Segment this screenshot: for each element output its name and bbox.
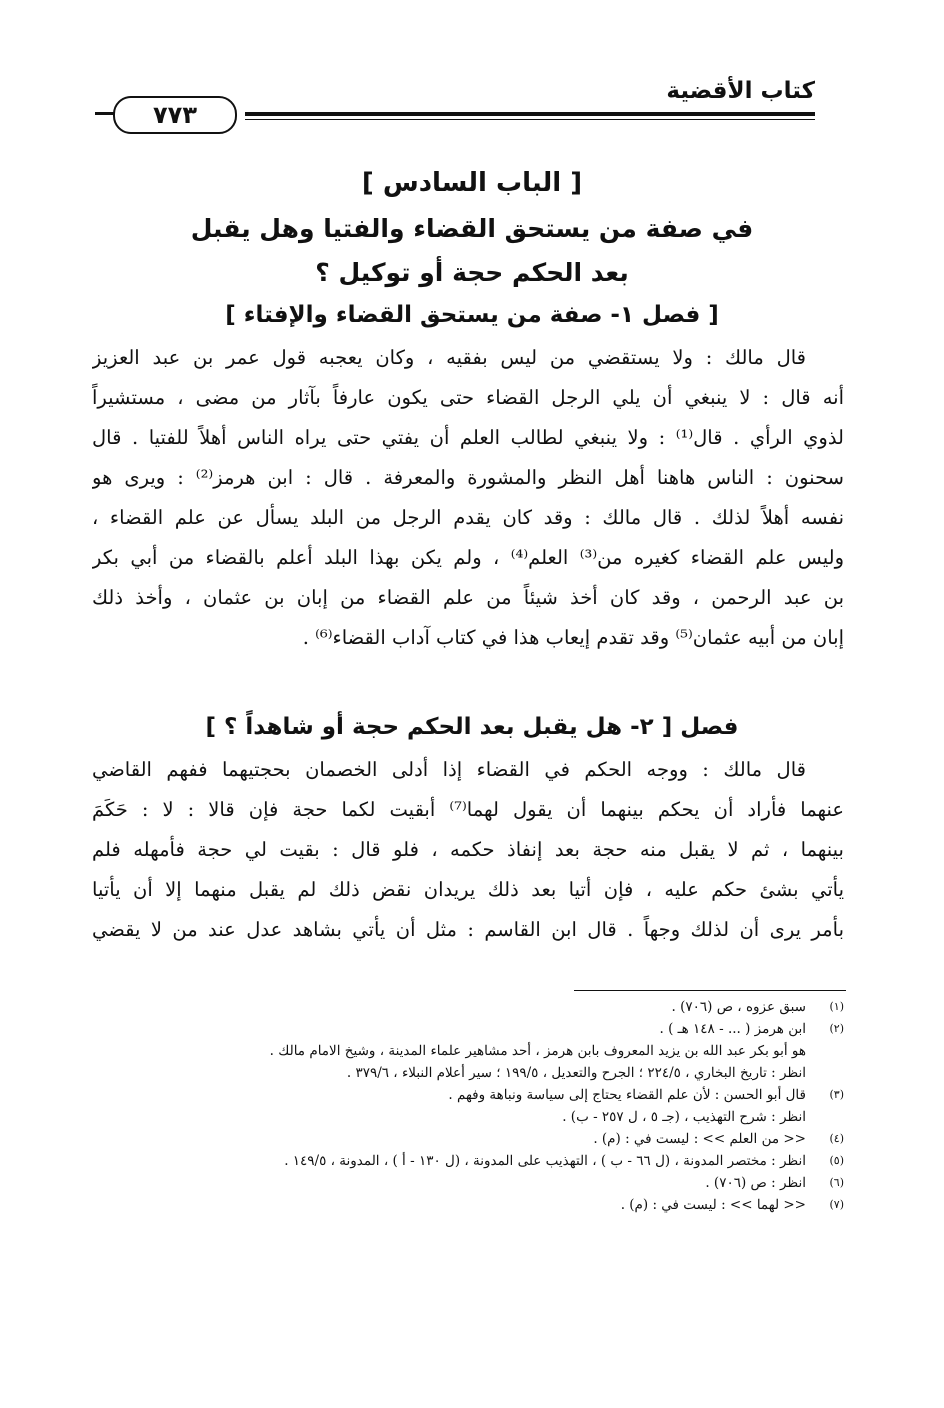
- footnote-3: [120, 1084, 844, 1106]
- footnote-marker: (٥): [829, 1154, 844, 1167]
- page-number: ٧٧٣: [153, 101, 197, 129]
- chapter-title-line-1: في صفة من يستحق القضاء والفتيا وهل يقبل: [190, 214, 754, 243]
- text-line: وليس علم القضاء كغيره من⁽³⁾ العلم⁽⁴⁾ ، ولم يكن بهذا البلد أعلم بالقضاء من أبي بكر: [92, 546, 844, 569]
- header-rule-thin: [245, 119, 815, 120]
- footnote-text: ابن هرمز ( ... - ١٤٨ هـ ) .: [659, 1021, 806, 1037]
- footnote-6: [120, 1172, 844, 1194]
- text-line: أنه قال : لا ينبغي أن يلي الرجل القضاء حتى يكون عارفاً بآثار من مضى ، مستشيراً: [92, 386, 844, 409]
- footnote-text: قال أبو الحسن : لأن علم القضاء يحتاج إلى سياسة ونباهة وفهم .: [448, 1087, 806, 1103]
- footnote-text: انظر : شرح التهذيب ، (جـ ٥ ، ل ٢٥٧ - ب) .: [562, 1109, 806, 1125]
- section-heading-1: [ فصل ١- صفة من يستحق القضاء والإفتاء ]: [225, 302, 719, 328]
- footnote-2: [120, 1018, 844, 1040]
- text-line: بينهما ، ثم لا يقبل منه حجة بعد إنفاذ حكمه ، فلو قال : بقيت لي حجة فأمهله فلم: [92, 838, 844, 861]
- text-line: نفسه أهلاً لذلك . قال مالك : وقد كان يقدم الرجل من البلد يسأل عن علم القضاء ،: [92, 506, 844, 529]
- text-line: عنهما فأراد أن يحكم بينهما أن يقول لهما⁽⁷⁾ أبقيت لكما حجة فإن قالا : لا : حَكَمَ: [92, 798, 844, 821]
- footnote-text: انظر : مختصر المدونة ، (ل ٦٦ - ب ) ، التهذيب على المدونة ، (ل ١٣٠ - أ ) ، المدونة ، ١٤٩/٥ .: [284, 1153, 806, 1169]
- footnote-marker: (٦): [829, 1176, 844, 1189]
- text-line: قال مالك : ووجه الحكم في القضاء إذا أدلى الخصمان بحجتيهما ففهم القاضي: [92, 758, 806, 781]
- footnote-text: انظر : ص (٧٠٦) .: [705, 1175, 806, 1191]
- text-line: بأمر يرى أن لذلك وجهاً . قال ابن القاسم : مثل أن يأتي بشاهد عدل عند من لا يقضي: [92, 918, 844, 941]
- paragraph-2: [92, 750, 844, 950]
- footnote-7: [120, 1194, 844, 1216]
- chapter-title-line-2: بعد الحكم حجة أو توكيل ؟: [315, 258, 629, 287]
- footnote-text: هو أبو بكر عبد الله بن يزيد المعروف بابن هرمز ، أحد مشاهير علماء المدينة ، وشيخ الامام مالك .: [269, 1043, 806, 1059]
- text-line: قال مالك : ولا يستقضي من ليس بفقيه ، وكان يعجبه قول عمر بن عبد العزيز: [92, 346, 806, 369]
- text-line: لذوي الرأي . قال⁽¹⁾ : ولا ينبغي لطالب العلم أن يفتي حتى يراه الناس أهلاً للفتيا . قال: [92, 426, 844, 449]
- paragraph-1: [92, 338, 844, 658]
- footnote-4: [120, 1128, 844, 1150]
- footnote-marker: (٤): [829, 1132, 844, 1145]
- footnote-marker: (٢): [829, 1022, 844, 1035]
- page-number-badge: [113, 96, 237, 134]
- footnote-1: [120, 996, 844, 1018]
- footnotes: [120, 996, 844, 1216]
- text-line: إبان من أبيه عثمان⁽⁵⁾ وقد تقدم إيعاب هذا في كتاب آداب القضاء⁽⁶⁾ .: [302, 626, 844, 649]
- footnote-text: انظر : تاريخ البخاري ، ٢٢٤/٥ ؛ الجرح والتعديل ، ١٩٩/٥ ؛ سير أعلام النبلاء ، ٣٧٩/٦ .: [346, 1065, 806, 1081]
- running-header: [95, 72, 815, 132]
- header-rule: [245, 112, 815, 116]
- chapter-heading: [ الباب السادس ]: [361, 168, 583, 198]
- footnote-marker: (٣): [829, 1088, 844, 1101]
- footnote-5: [120, 1150, 844, 1172]
- footnote-text: سبق عزوه ، ص (٧٠٦) .: [671, 999, 806, 1015]
- text-line: يأتي بشئ حكم عليه ، فإن أتيا بعد ذلك يريدان نقض ذلك لم يقبل منهما إلا أن يأتيا: [92, 878, 844, 901]
- book-title: كتاب الأقضية: [666, 78, 815, 104]
- footnote-text: << من العلم >> : ليست في : (م) .: [593, 1131, 806, 1147]
- text-line: بن عبد الرحمن ، وقد كان أخذ شيئاً من علم القضاء من إبان بن عثمان ، وأخذ ذلك: [92, 586, 844, 609]
- section-heading-2: فصل [ ٢- هل يقبل بعد الحكم حجة أو شاهداً ؟ ]: [205, 714, 739, 740]
- footnote-marker: (١): [829, 1000, 844, 1013]
- footnote-separator: [574, 990, 846, 991]
- text-line: سحنون : الناس هاهنا أهل النظر والمشورة والمعرفة . قال : ابن هرمز⁽²⁾ : ويرى هو: [92, 466, 844, 489]
- footnote-marker: (٧): [829, 1198, 844, 1211]
- footnote-text: << لهما >> : ليست في : (م) .: [620, 1197, 806, 1213]
